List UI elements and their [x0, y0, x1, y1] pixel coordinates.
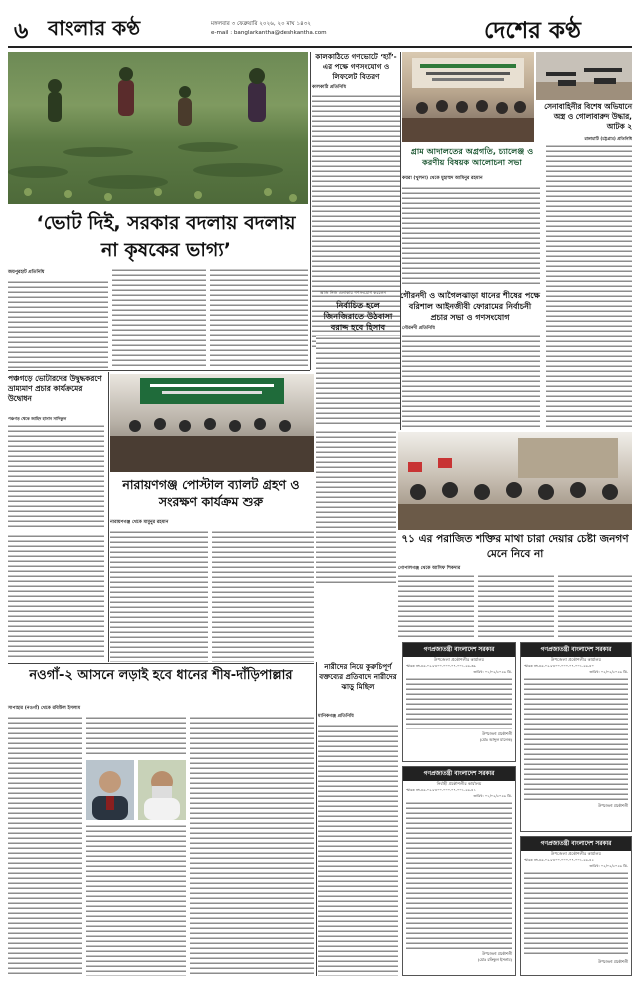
notice-4-memo: স্মারক নং-৪৬.০২.৮৪০০.০০০.০৭.০০১.২৬-৪২: [524, 858, 594, 862]
notice-2-body: [524, 677, 628, 801]
notice-3-gov-title: গণপ্রজাতন্ত্রী বাংলাদেশ সরকার: [403, 767, 515, 781]
naogaon-body-col-4: [190, 716, 314, 976]
notice-2-signature: উপজেলা প্রকৌশলী: [598, 803, 628, 808]
notice-4-office: উপজেলা প্রকৌশলীর কার্যালয়: [551, 851, 601, 856]
notice-3-signer: (মোঃ রফিকুল ইসলাম): [477, 957, 512, 962]
page-number: ৬: [14, 19, 29, 44]
nari-byline: মানিকগঞ্জ প্রতিনিধি: [318, 714, 354, 719]
notice-1-gov-title: গণপ্রজাতন্ত্রী বাংলাদেশ সরকার: [403, 643, 515, 657]
gram-adalot-photo: [402, 52, 534, 142]
seventy-one-headline: ৭১ এর পরাজিত শক্তির মাথা চারা দেয়ার চেষ্টা জনগণ মেনে নিবে না: [401, 533, 629, 560]
candidate-2-portrait: [138, 760, 186, 820]
seized-weapons-photo: [536, 52, 632, 100]
masthead: [8, 8, 632, 48]
election-body: [316, 336, 400, 426]
tender-notice-3: [402, 766, 516, 976]
gram-adalot-headline: গ্রাম আদালতের অগ্রগতি, চ্যালেঞ্জ ও করণীয় বিষয়ক আলোচনা সভা: [410, 146, 534, 167]
nari-body: [318, 724, 398, 976]
notice-1-office: উপজেলা প্রকৌশলীর কার্যালয়: [434, 657, 484, 662]
main-headline: ‘ভোট দিই, সরকার বদলায় বদলায় না কৃষকের ভাগ্য’: [36, 212, 296, 261]
column-rule-3: [108, 372, 109, 662]
tender-notice-2: [520, 642, 632, 832]
panchagarh-body: [8, 424, 104, 530]
notice-1-body: [406, 677, 512, 729]
seventy-one-body-col-2: [478, 574, 554, 638]
seventy-one-byline: গোপালগঞ্জ থেকে আসিফ শিকদার: [398, 566, 461, 571]
panchagarh-body-cont: [8, 534, 104, 660]
notice-4-gov-title: গণপ্রজাতন্ত্রী বাংলাদেশ সরকার: [521, 837, 631, 851]
army-byline: রাঙ্গামাটি (চট্টগ্রাম) প্রতিনিধি: [584, 136, 632, 141]
gournadi-headline: গৌরনদী ও আগৈলঝাড়া ধানের শীষের পক্ষে বরিশাল আইনজীবী ফোরামের নির্বাচনী প্রচার সভা ও গণসংযোগ: [400, 291, 540, 322]
notice-2-office: উপজেলা প্রকৌশলীর কার্যালয়: [551, 657, 601, 662]
column-rule-2: [400, 52, 401, 430]
postal-ballot-photo: [110, 374, 314, 472]
notice-3-memo: স্মারক নং-৪৬.০২.৮৪০০.০০০.০৭.০০১.২৬-৪১: [406, 788, 476, 792]
farm-photo: [8, 52, 308, 204]
army-headline: সেনাবাহিনীর বিশেষ অভিযানে অস্ত্র ও গোলাবারুদ উদ্ধার, আটক ২: [544, 102, 632, 131]
notice-2-gov-title: গণপ্রজাতন্ত্রী বাংলাদেশ সরকার: [521, 643, 631, 657]
main-byline: জয়পুরহাট প্রতিনিধি: [8, 270, 45, 275]
seventy-one-body-col-3: [558, 574, 632, 638]
main-body-col-3: [210, 268, 308, 368]
naogaon-byline: সাপাহার (নওগাঁ) থেকে রবিউল ইসলাম: [8, 706, 81, 711]
naogaon-body-col-2: [86, 716, 186, 756]
panchagarh-headline: পঞ্চগড়ে ভোটারদের উদ্বুদ্ধকরণে ভ্রাম্যমাণ প্রচার কার্যক্রমের উদ্বোধন: [8, 374, 102, 403]
horizontal-rule-2: [8, 663, 314, 664]
notice-2-date: তারিখ: ০২/০২/২০২৬ খ্রি.: [589, 670, 628, 674]
main-body-col-2: [112, 268, 206, 368]
postal-ballot-headline: নারায়ণগঞ্জ পোস্টাল ব্যালট গ্রহণ ও সংরক্ষণ কার্যক্রম শুরু: [122, 477, 300, 509]
army-body: [546, 144, 632, 430]
horizontal-rule-1: [8, 370, 310, 371]
notice-1-signature: উপজেলা প্রকৌশলী: [482, 731, 512, 736]
postal-body-col-2: [212, 530, 314, 662]
notice-1-memo: স্মারক নং-৪৬.০২.৮৪০০.০০০.০৭.০০১.২৬-৩৯: [406, 664, 476, 668]
section-title: দেশের কণ্ঠ: [484, 18, 581, 44]
column-rule-4: [316, 662, 317, 976]
notice-4-signature: উপজেলা প্রকৌশলী: [598, 959, 628, 964]
main-body-col-1: [8, 280, 108, 368]
seventy-one-body-col-1: [398, 574, 474, 638]
notice-3-office: নির্বাহী প্রকৌশলীর কার্যালয়: [436, 781, 482, 786]
kalkathi-headline: কালকাঠিতে গণভোটে ‘হ্যাঁ’-এর পক্ষে গণসংযোগ ও লিফলেট বিতরণ: [315, 52, 397, 81]
ballot-meeting-image: [110, 374, 314, 472]
kalkathi-byline: কালকাঠি প্রতিনিধি: [312, 85, 347, 90]
candidate-1-portrait: [86, 760, 134, 820]
postal-ballot-byline: নারায়ণগঞ্জ থেকে মামুনুর রহমান: [110, 520, 169, 525]
notice-1-signer: (মোঃ আব্দুল মালেক): [479, 737, 512, 742]
gram-adalot-body: [402, 186, 540, 284]
rally-photo: [398, 432, 632, 530]
panchagarh-byline: পঞ্চগড় থেকে জাহিদ হাসান সাদিকুল: [8, 416, 67, 421]
tender-notice-1: [402, 642, 516, 762]
center-body-col: [316, 430, 396, 586]
notice-4-date: তারিখ: ০২/০২/২০২৬ খ্রি.: [589, 864, 628, 868]
postal-body-col-1: [110, 530, 208, 662]
naogaon-headline: নওগাঁ-২ আসনে লড়াই হবে ধানের শীষ-দাঁড়িপাল্লার: [29, 668, 293, 683]
naogaon-body-col-3: [86, 824, 186, 976]
election-kicker: আজ নিজ এলাকায় গণসংযোগ করলেন: [320, 290, 386, 295]
nari-headline: নারীদের নিয়ে কুরুচিপূর্ণ বক্তব্যের প্রতিবাদে নারীদের ঝাড়ু মিছিল: [319, 662, 397, 691]
farmers-planting-image: [8, 52, 308, 204]
gournadi-body: [402, 334, 540, 428]
candidate-photo-1: [86, 760, 134, 820]
notice-3-date: তারিখ: ০১/০২/২০২৬ খ্রি.: [473, 794, 512, 798]
date-line: মঙ্গলবার ৩ ফেব্রুয়ারি ২০২৬, ২০ মাঘ ১৪৩২: [211, 21, 312, 27]
email-line: e-mail : banglarkantha@deshkantha.com: [211, 30, 327, 36]
brand-logo: বাংলার কণ্ঠ: [48, 16, 141, 40]
gram-adalot-byline: কয়রা (খুলনা) থেকে মুহাম্মদ আমিনুর রহমান: [402, 176, 483, 181]
meeting-banner-image: [402, 52, 534, 142]
weapons-image: [536, 52, 632, 100]
naogaon-body-col-1: [8, 716, 82, 976]
tender-notice-4: [520, 836, 632, 976]
election-headline: নির্বাচিত হলে জিনজিরাতে উঠবাসা বরাদ্দ হবে হিসাব: [323, 300, 393, 332]
notice-3-body: [406, 801, 512, 949]
notice-2-memo: স্মারক নং-৪৬.০২.৮৪০০.০০০.০৭.০০১.২৬-৪০: [524, 664, 594, 668]
notice-3-signature: উপজেলা প্রকৌশলী: [482, 951, 512, 956]
gournadi-byline: গৌরনদী প্রতিনিধি: [402, 326, 435, 331]
column-rule-1: [310, 52, 311, 370]
notice-4-body: [524, 871, 628, 957]
notice-1-date: তারিখ: ০১/০২/২০২৬ খ্রি.: [473, 670, 512, 674]
rally-stage-image: [398, 432, 632, 530]
candidate-photo-2: [138, 760, 186, 820]
